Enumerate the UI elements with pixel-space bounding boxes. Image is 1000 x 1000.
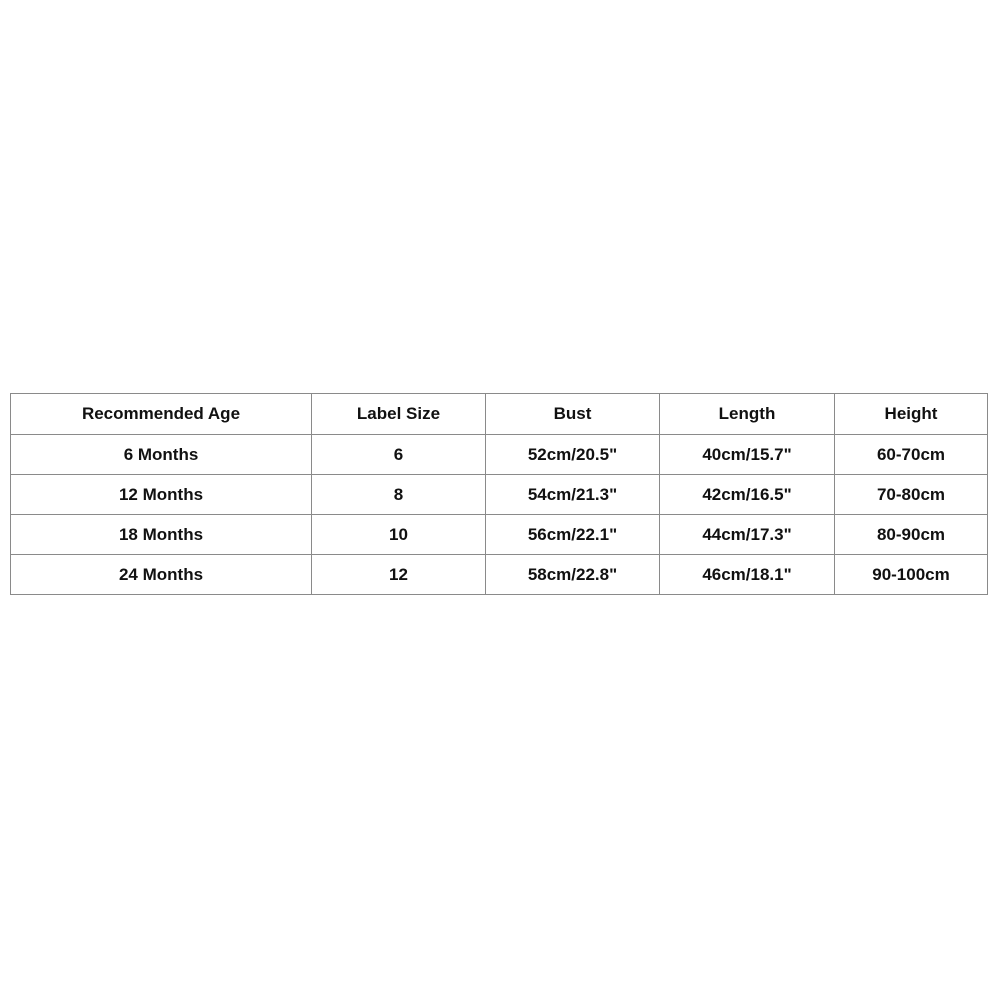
cell-label-size: 12: [312, 555, 486, 595]
cell-height: 60-70cm: [835, 435, 988, 475]
cell-recommended-age: 6 Months: [11, 435, 312, 475]
cell-recommended-age: 24 Months: [11, 555, 312, 595]
cell-height: 90-100cm: [835, 555, 988, 595]
cell-bust: 58cm/22.8": [486, 555, 660, 595]
header-bust: Bust: [486, 394, 660, 435]
header-recommended-age: Recommended Age: [11, 394, 312, 435]
header-label-size: Label Size: [312, 394, 486, 435]
table-row: [11, 475, 988, 515]
cell-length: 44cm/17.3": [660, 515, 835, 555]
cell-label-size: 6: [312, 435, 486, 475]
cell-label-size: 8: [312, 475, 486, 515]
header-height: Height: [835, 394, 988, 435]
cell-bust: 56cm/22.1": [486, 515, 660, 555]
cell-bust: 54cm/21.3": [486, 475, 660, 515]
header-length: Length: [660, 394, 835, 435]
cell-length: 42cm/16.5": [660, 475, 835, 515]
table-row: [11, 515, 988, 555]
cell-height: 80-90cm: [835, 515, 988, 555]
table-row: [11, 555, 988, 595]
table-row: [11, 435, 988, 475]
table-header-row: [11, 394, 988, 435]
size-chart-table: [10, 393, 988, 595]
cell-length: 46cm/18.1": [660, 555, 835, 595]
cell-recommended-age: 12 Months: [11, 475, 312, 515]
cell-bust: 52cm/20.5": [486, 435, 660, 475]
cell-recommended-age: 18 Months: [11, 515, 312, 555]
cell-length: 40cm/15.7": [660, 435, 835, 475]
cell-label-size: 10: [312, 515, 486, 555]
cell-height: 70-80cm: [835, 475, 988, 515]
